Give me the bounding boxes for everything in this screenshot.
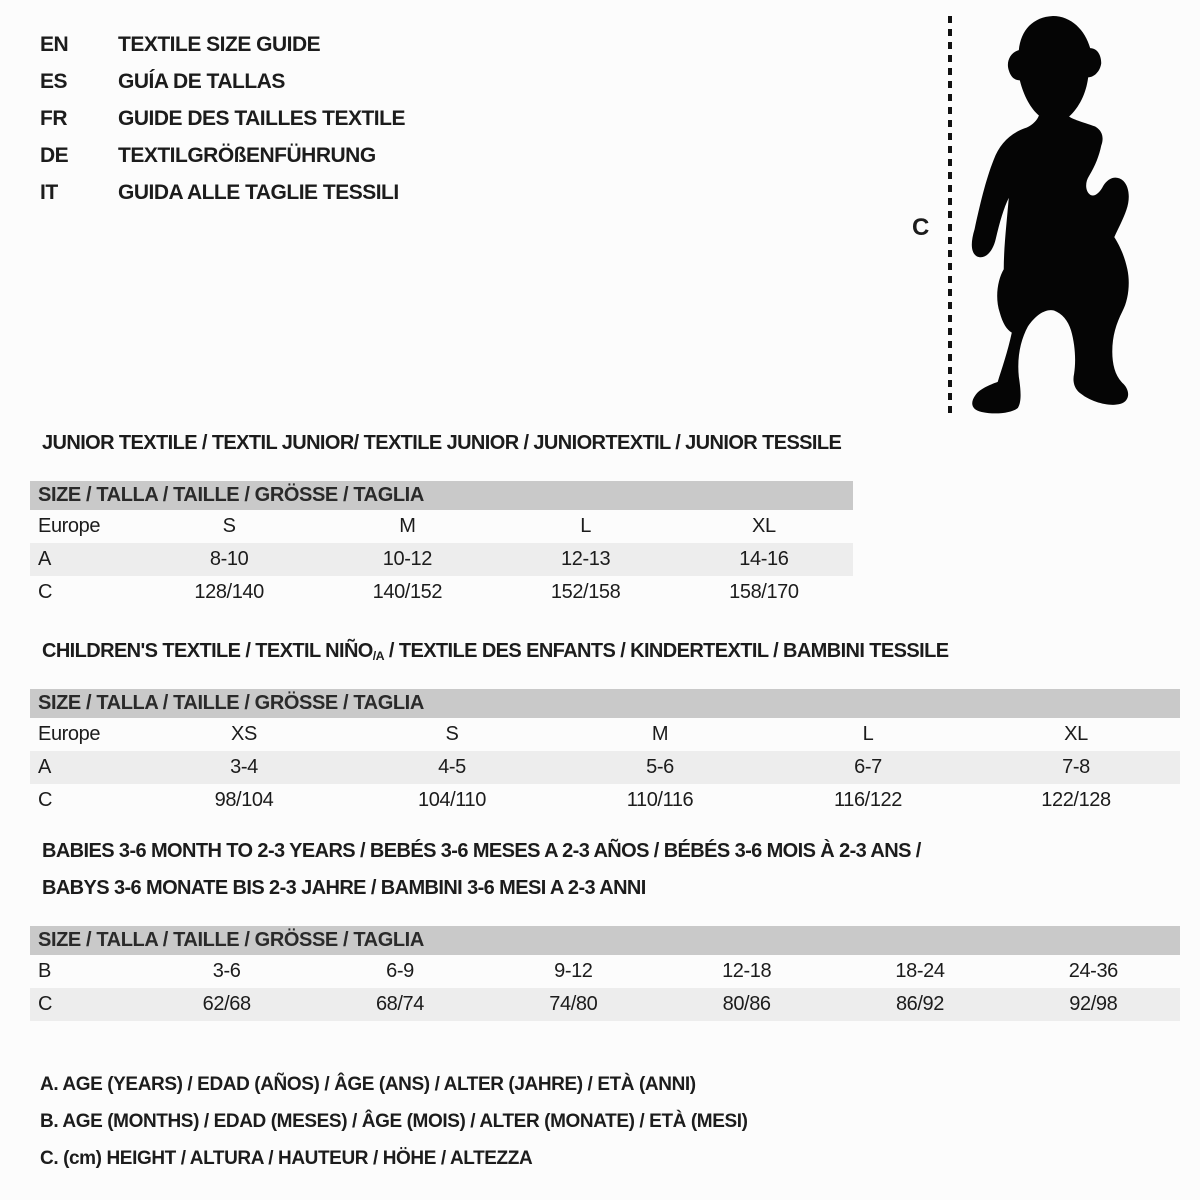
cell: 24-36 [1068, 960, 1118, 982]
section-title-junior: JUNIOR TEXTILE / TEXTIL JUNIOR/ TEXTILE JUNIOR / JUNIORTEXTIL / JUNIOR TESSILE [42, 432, 842, 454]
cell: 10-12 [318, 543, 496, 576]
cell: 68/74 [313, 988, 486, 1021]
cell: S [445, 723, 459, 745]
cell: 74/80 [487, 988, 660, 1021]
language-row-de [40, 137, 405, 174]
language-row-en [40, 26, 405, 63]
table-row-europe [30, 510, 853, 543]
language-row-it [40, 174, 405, 211]
table-row-age [30, 751, 1180, 784]
cell: 6-9 [386, 960, 414, 982]
table-row-height [30, 576, 853, 609]
table-row-age [30, 543, 853, 576]
cell: 3-4 [140, 751, 348, 784]
row-label: C [38, 789, 53, 811]
row-label: A [30, 751, 140, 784]
row-label: B [38, 960, 51, 982]
language-title: GUIDE DES TAILLES TEXTILE [118, 107, 405, 130]
cell: 104/110 [417, 789, 486, 811]
cell: 128/140 [194, 581, 264, 603]
section-title-children [42, 640, 948, 663]
table-row-months [30, 955, 1180, 988]
language-code: EN [40, 33, 69, 56]
cell: 4-5 [348, 751, 556, 784]
cell: 18-24 [895, 960, 945, 982]
cell: XL [1064, 723, 1088, 745]
cell: 8-10 [140, 543, 318, 576]
size-header-bar: SIZE / TALLA / TAILLE / GRÖSSE / TAGLIA [30, 926, 1180, 955]
language-title-block [40, 26, 405, 211]
row-label: C [30, 988, 140, 1021]
size-header-row [30, 689, 1180, 718]
cell: M [399, 515, 416, 537]
cell: 140/152 [372, 581, 443, 603]
cell: 12-18 [722, 960, 772, 982]
junior-size-table [30, 481, 853, 609]
section-title-subscript: /A [372, 649, 384, 664]
toddler-silhouette-icon [968, 14, 1140, 418]
section-title-text: CHILDREN'S TEXTILE / TEXTIL NIÑO [42, 640, 373, 662]
size-header-row [30, 926, 1180, 955]
legend-line-a: A. AGE (YEARS) / EDAD (AÑOS) / ÂGE (ANS) / ALTER (JAHRE) / ETÀ (ANNI) [40, 1074, 696, 1095]
table-row-height [30, 988, 1180, 1021]
section-title-text: / TEXTILE DES ENFANTS / KINDERTEXTIL / BAMBINI TESSILE [383, 640, 949, 662]
cell: 152/158 [550, 581, 621, 603]
section-title-babies-line1: BABIES 3-6 MONTH TO 2-3 YEARS / BEBÉS 3-6 MESES A 2-3 AÑOS / BÉBÉS 3-6 MOIS À 2-3 ANS / [42, 840, 921, 862]
size-header-bar: SIZE / TALLA / TAILLE / GRÖSSE / TAGLIA [30, 689, 1180, 718]
cell: M [651, 723, 669, 745]
table-row-height [30, 784, 1180, 817]
row-label: C [38, 581, 53, 603]
cell: 7-8 [972, 751, 1180, 784]
row-label: A [30, 543, 140, 576]
size-header-bar: SIZE / TALLA / TAILLE / GRÖSSE / TAGLIA [30, 481, 853, 510]
height-measure-label: C [912, 214, 930, 241]
cell: S [222, 515, 236, 537]
cell: 12-13 [497, 543, 675, 576]
language-code: FR [40, 107, 67, 130]
cell: 86/92 [833, 988, 1006, 1021]
language-code: ES [40, 70, 68, 93]
cell: 116/122 [833, 789, 902, 811]
legend-line-b: B. AGE (MONTHS) / EDAD (MESES) / ÂGE (MOIS) / ALTER (MONATE) / ETÀ (MESI) [40, 1111, 748, 1132]
cell: L [580, 515, 591, 537]
language-row-es [40, 63, 405, 100]
cell: 80/86 [660, 988, 833, 1021]
cell: 92/98 [1007, 988, 1180, 1021]
legend-line-c: C. (cm) HEIGHT / ALTURA / HAUTEUR / HÖHE / ALTEZZA [40, 1148, 533, 1169]
babies-size-table [30, 926, 1180, 1021]
cell: XS [231, 723, 257, 745]
language-title: TEXTILGRÖßENFÜHRUNG [118, 144, 376, 167]
row-label: Europe [38, 723, 101, 745]
cell: 98/104 [214, 789, 274, 811]
cell: XL [752, 515, 776, 537]
language-title: TEXTILE SIZE GUIDE [118, 33, 321, 56]
cell: 5-6 [556, 751, 764, 784]
cell: L [862, 723, 874, 745]
cell: 110/116 [626, 789, 694, 811]
cell: 9-12 [554, 960, 593, 982]
language-code: DE [40, 144, 69, 167]
row-label: Europe [38, 515, 101, 537]
language-code: IT [40, 181, 58, 204]
legend-block [40, 1066, 748, 1177]
cell: 62/68 [140, 988, 313, 1021]
cell: 6-7 [764, 751, 972, 784]
section-title-babies-line2: BABYS 3-6 MONATE BIS 2-3 JAHRE / BAMBINI 3-6 MESI A 2-3 ANNI [42, 877, 646, 899]
cell: 122/128 [1041, 789, 1111, 811]
table-row-europe [30, 718, 1180, 751]
cell: 14-16 [675, 543, 853, 576]
children-size-table [30, 689, 1180, 817]
cell: 3-6 [212, 960, 241, 982]
size-header-row [30, 481, 853, 510]
language-title: GUÍA DE TALLAS [118, 70, 285, 93]
language-title: GUIDA ALLE TAGLIE TESSILI [118, 181, 399, 204]
height-dashed-line [948, 16, 952, 416]
language-row-fr [40, 100, 405, 137]
cell: 158/170 [729, 581, 799, 603]
